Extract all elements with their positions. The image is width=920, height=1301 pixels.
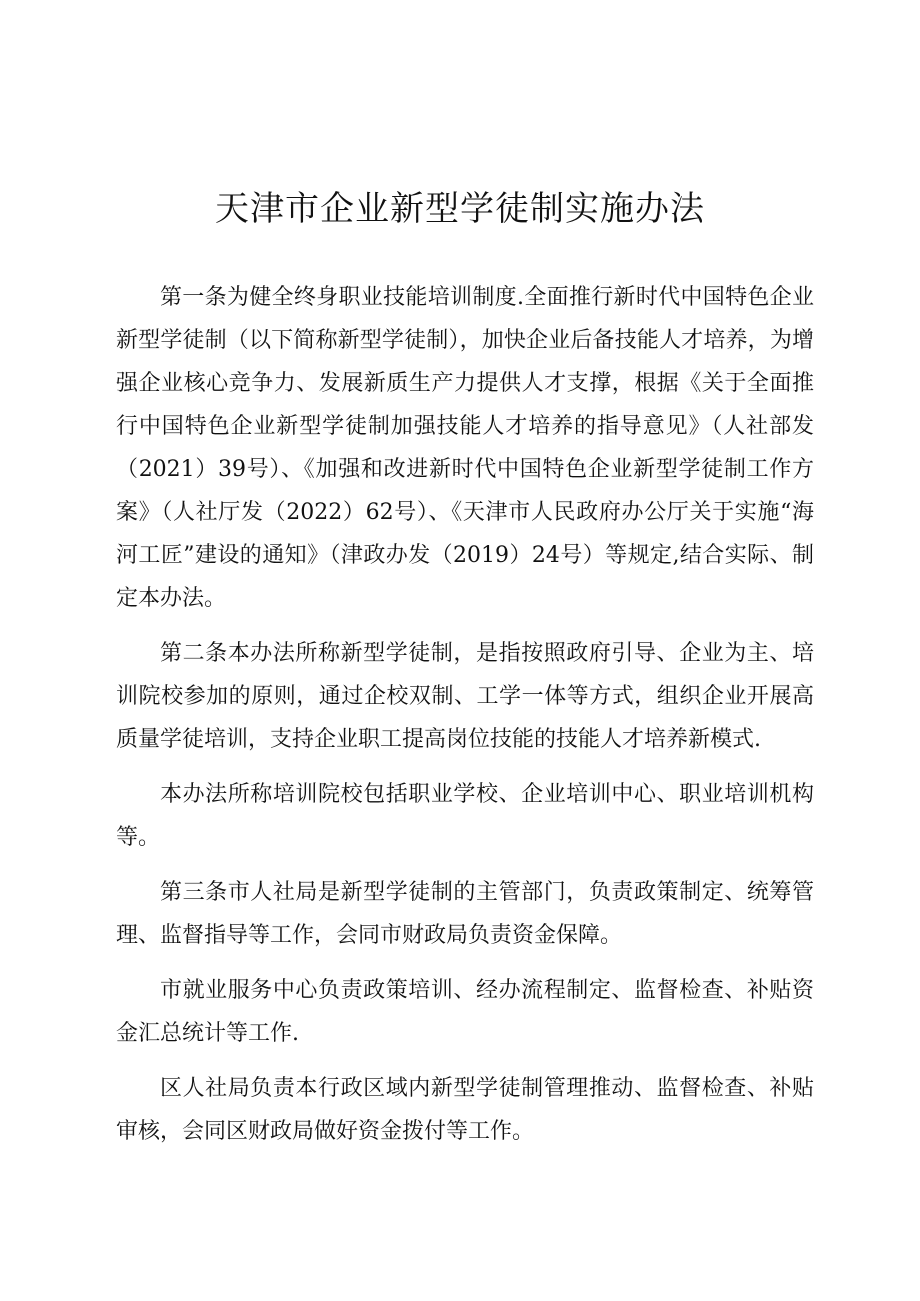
paragraph-employment-center: 市就业服务中心负责政策培训、经办流程制定、监督检查、补贴资金汇总统计等工作. — [116, 978, 814, 1046]
document-title: 天津市企业新型学徒制实施办法 — [215, 189, 705, 229]
paragraph-article-1: 第一条为健全终身职业技能培训制度.全面推行新时代中国特色企业新型学徒制（以下简称新型学徒制），加快企业后备技能人才培养，为增强企业核心竞争力、发展新质生产力提供人才支撑，根据《关于全面推行中国特色企业新型学徒制加强技能人才培养的指导意见》（人社部发（2021）39号）、《加强和改进新时代中国特色企业新型学徒制工作方案》（人社厅发（2022）62号）、《天津市人民政府办公厅关于实施“海河工匠”建设的通知》（津政办发（2019）24号）等规定,结合实际、制定本办法。 — [116, 285, 814, 611]
document-body — [116, 276, 814, 1165]
paragraph-article-2: 第二条本办法所称新型学徒制，是指按照政府引导、企业为主、培训院校参加的原则，通过企校双制、工学一体等方式，组织企业开展高质量学徒培训，支持企业职工提高岗位技能的技能人才培养新模式. — [116, 641, 814, 752]
paragraph-district-bureau: 区人社局负责本行政区域内新型学徒制管理推动、监督检查、补贴审核，会同区财政局做好资金拨付等工作。 — [116, 1076, 814, 1144]
paragraph-article-3: 第三条市人社局是新型学徒制的主管部门，负责政策制定、统筹管理、监督指导等工作，会同市财政局负责资金保障。 — [116, 880, 814, 948]
paragraph-training-institutions: 本办法所称培训院校包括职业学校、企业培训中心、职业培训机构等。 — [116, 782, 814, 850]
